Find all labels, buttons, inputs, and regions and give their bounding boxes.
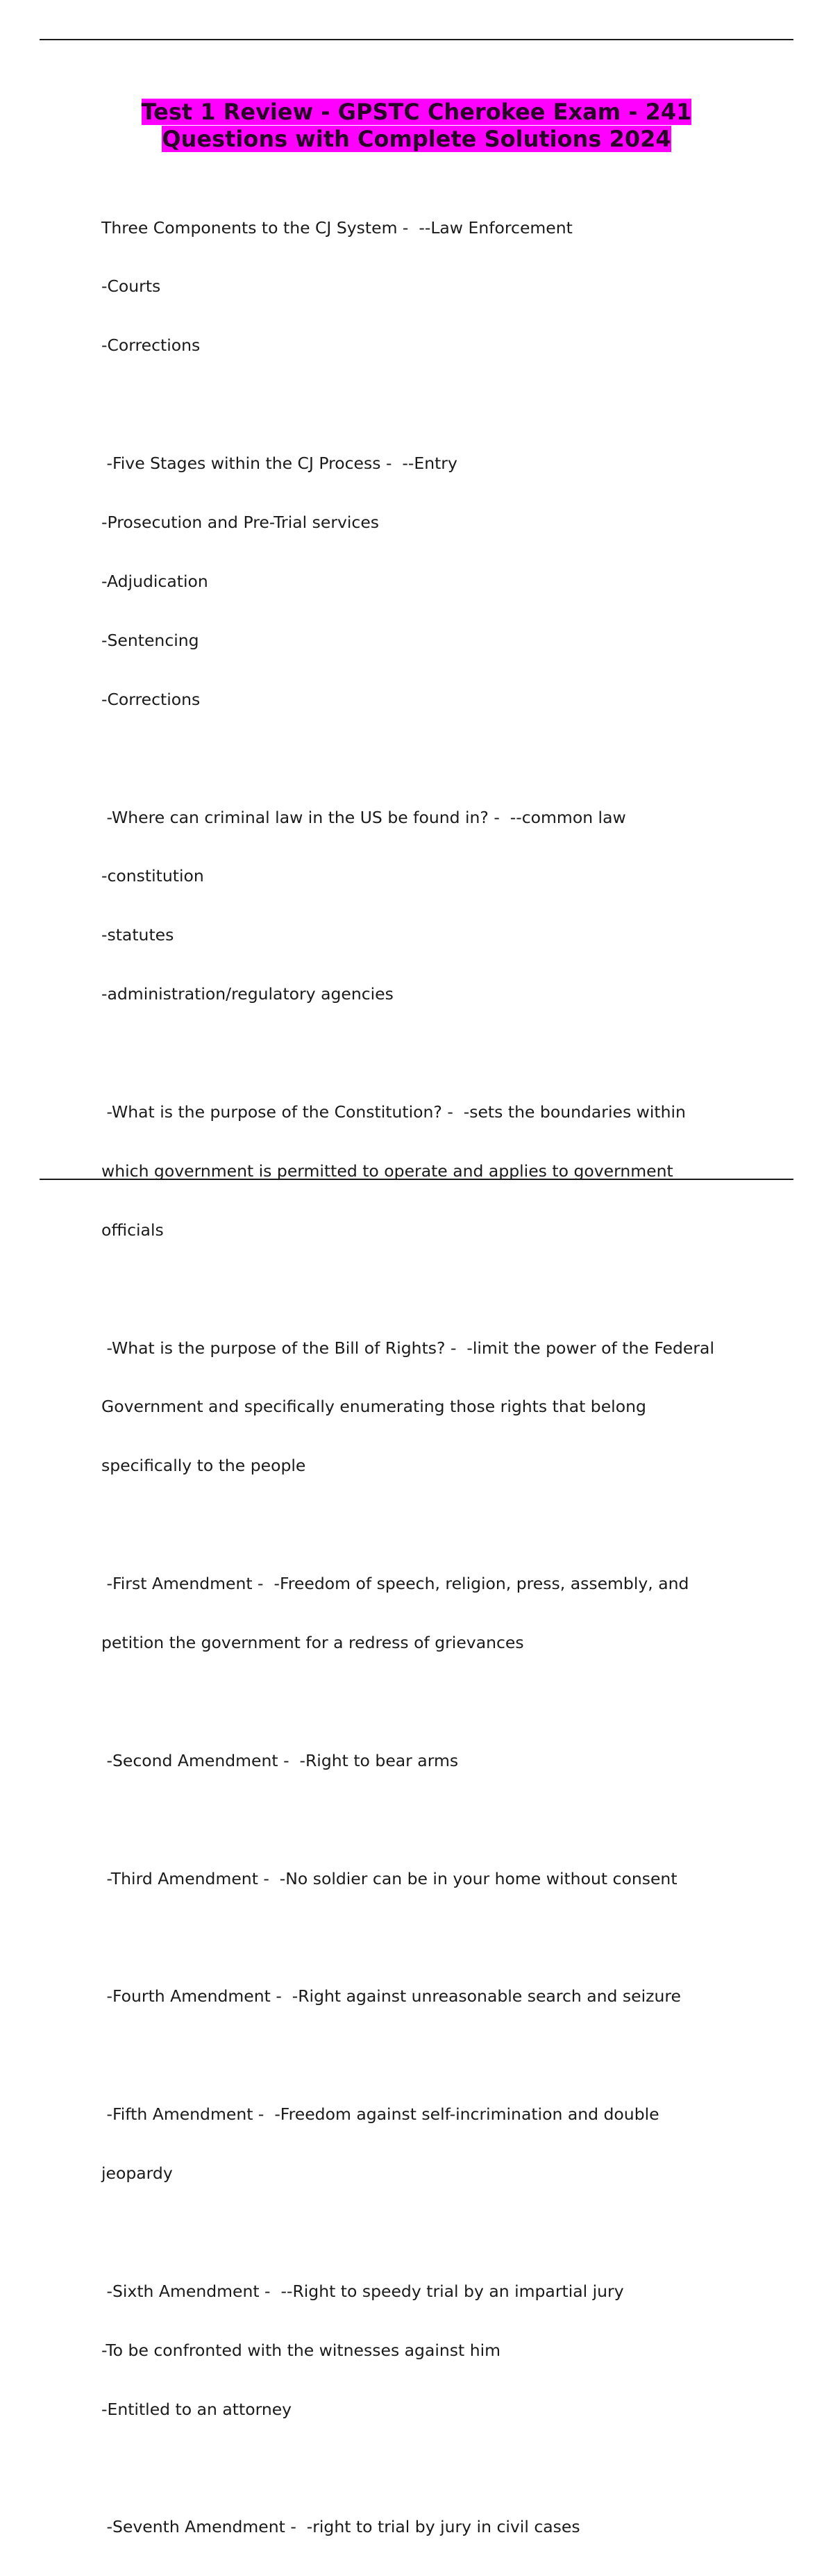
qa-line: -administration/regulatory agencies	[101, 984, 394, 1004]
qa-entry	[101, 2478, 747, 2576]
qa-entry	[101, 1829, 747, 1927]
title-line-2: Questions with Complete Solutions 2024	[162, 126, 671, 152]
qa-entry	[101, 1299, 747, 1515]
qa-entry	[101, 2242, 747, 2458]
qa-line: -Second Amendment - -Right to bear arms	[101, 1750, 459, 1770]
qa-line: -Courts	[101, 276, 161, 297]
qa-line: specifically to the people	[101, 1456, 306, 1476]
qa-line: -Prosecution and Pre-Trial services	[101, 513, 380, 533]
qa-entry	[101, 768, 747, 1043]
qa-entry	[101, 1947, 747, 2045]
qa-line: -What is the purpose of the Bill of Rights? - -limit the power of the Federal	[101, 1338, 714, 1358]
qa-entry	[101, 1063, 747, 1279]
qa-line: -Seventh Amendment - -right to trial by jury in civil cases	[101, 2517, 580, 2537]
qa-line: Government and specifically enumerating those rights that belong	[101, 1397, 646, 1417]
qa-line: -Corrections	[101, 335, 201, 356]
qa-list	[101, 178, 747, 2576]
qa-line: Three Components to the CJ System - --Law Enforcement	[101, 217, 573, 238]
qa-entry	[101, 1711, 747, 1809]
document-title	[69, 99, 764, 153]
qa-line: -First Amendment - -Freedom of speech, religion, press, assembly, and	[101, 1574, 689, 1594]
qa-line: -Sentencing	[101, 630, 199, 650]
title-line-1: Test 1 Review - GPSTC Cherokee Exam - 241	[141, 99, 692, 125]
qa-line: -statutes	[101, 925, 174, 945]
qa-line: -Five Stages within the CJ Process - --Entry	[101, 454, 457, 474]
qa-entry	[101, 1534, 747, 1691]
qa-line: -constitution	[101, 866, 204, 886]
qa-line: -Entitled to an attorney	[101, 2399, 292, 2419]
qa-line: -Adjudication	[101, 571, 208, 591]
qa-entry	[101, 2066, 747, 2222]
qa-line: jeopardy	[101, 2163, 173, 2183]
qa-line: -Fourth Amendment - -Right against unreasonable search and seizure	[101, 1986, 681, 2006]
bottom-rule	[40, 1179, 793, 1180]
qa-line: -Fifth Amendment - -Freedom against self-incrimination and double	[101, 2104, 659, 2125]
qa-line: which government is permitted to operate and applies to government	[101, 1161, 673, 1181]
qa-entry	[101, 415, 747, 749]
qa-line: officials	[101, 1220, 164, 1240]
qa-entry	[101, 178, 747, 394]
qa-line: -Sixth Amendment - --Right to speedy trial by an impartial jury	[101, 2281, 624, 2301]
qa-line: -Third Amendment - -No soldier can be in your home without consent	[101, 1868, 678, 1888]
qa-line: -Corrections	[101, 689, 201, 709]
top-rule	[40, 39, 793, 40]
qa-line: petition the government for a redress of grievances	[101, 1632, 524, 1652]
qa-line: -To be confronted with the witnesses against him	[101, 2340, 501, 2360]
qa-line: -What is the purpose of the Constitution? - -sets the boundaries within	[101, 1102, 686, 1122]
qa-line: -Where can criminal law in the US be found in? - --common law	[101, 807, 626, 827]
